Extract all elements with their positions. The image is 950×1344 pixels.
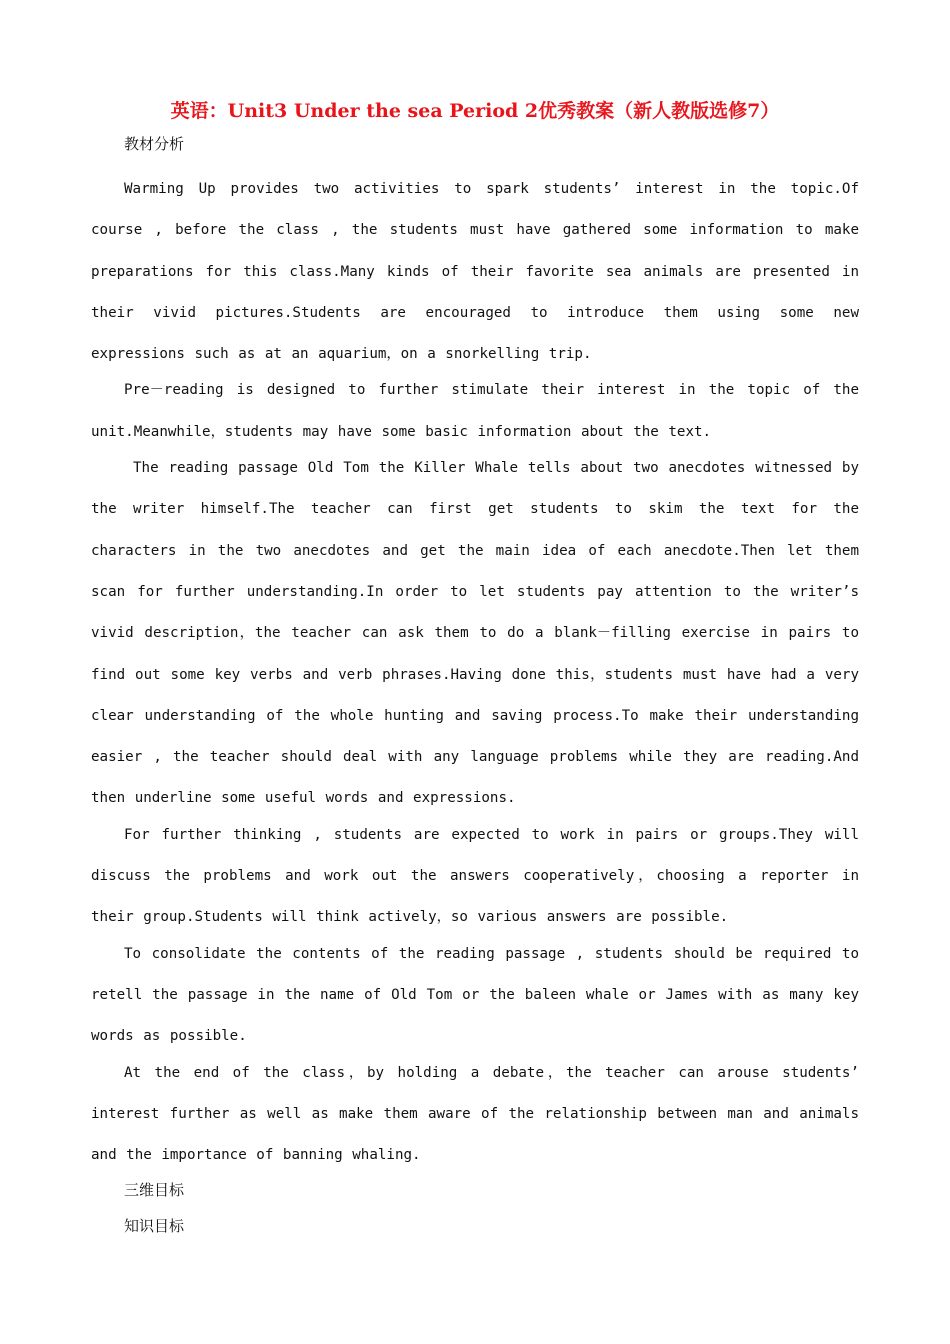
paragraph-warming-up: Warming Up provides two activities to spark students’ interest in the topic.Of course , before the class , the students must have gathered some information to make preparations for this class.Many kinds of their favorite sea animals are presented in their vivid pictures.Students are encouraged to introduce them using some new expressions such as at an aquarium，on a snorkelling trip. — [91, 181, 859, 363]
paragraph-reading-passage: The reading passage Old Tom the Killer Whale tells about two anecdotes witnessed by the writer himself.The teacher can first get students to skim the text for the characters in the two anecdotes and get the main idea of each anecdote.Then let them scan for further understanding.In order to let students pay attention to the writer’s vivid description，the teacher can ask them to do a blank－filling exercise in pairs to find out some key verbs and verb phrases.Having done this，students must have had a very clear understanding of the whole hunting and saving process.To make their understanding easier , the teacher should deal with any language problems while they are reading.And then underline some useful words and expressions. — [91, 460, 859, 807]
document-title: 英语：Unit3 Under the sea Period 2优秀教案（新人教版选修7） — [170, 100, 780, 122]
paragraph-debate: At the end of the class，by holding a debate，the teacher can arouse students’ interest further as well as make them aware of the relationship between man and animals and the importance of banning whaling. — [91, 1064, 859, 1164]
paragraph-consolidate: To consolidate the contents of the reading passage , students should be required to retell the passage in the name of Old Tom or the baleen whale or James with as many key words as possible. — [91, 945, 859, 1045]
section-heading-knowledge: 知识目标 — [124, 1217, 185, 1236]
paragraph-further-thinking: For further thinking , students are expected to work in pairs or groups.They will discuss the problems and work out the answers cooperatively，choosing a reporter in their group.Students will think actively，so various answers are possible. — [91, 826, 859, 926]
paragraph-pre-reading: Pre－reading is designed to further stimulate their interest in the topic of the unit.Meanwhile，students may have some basic information about the text. — [91, 382, 859, 440]
section-heading-analysis: 教材分析 — [124, 135, 185, 153]
section-heading-goals: 三维目标 — [124, 1181, 185, 1200]
document-page — [91, 96, 859, 1251]
